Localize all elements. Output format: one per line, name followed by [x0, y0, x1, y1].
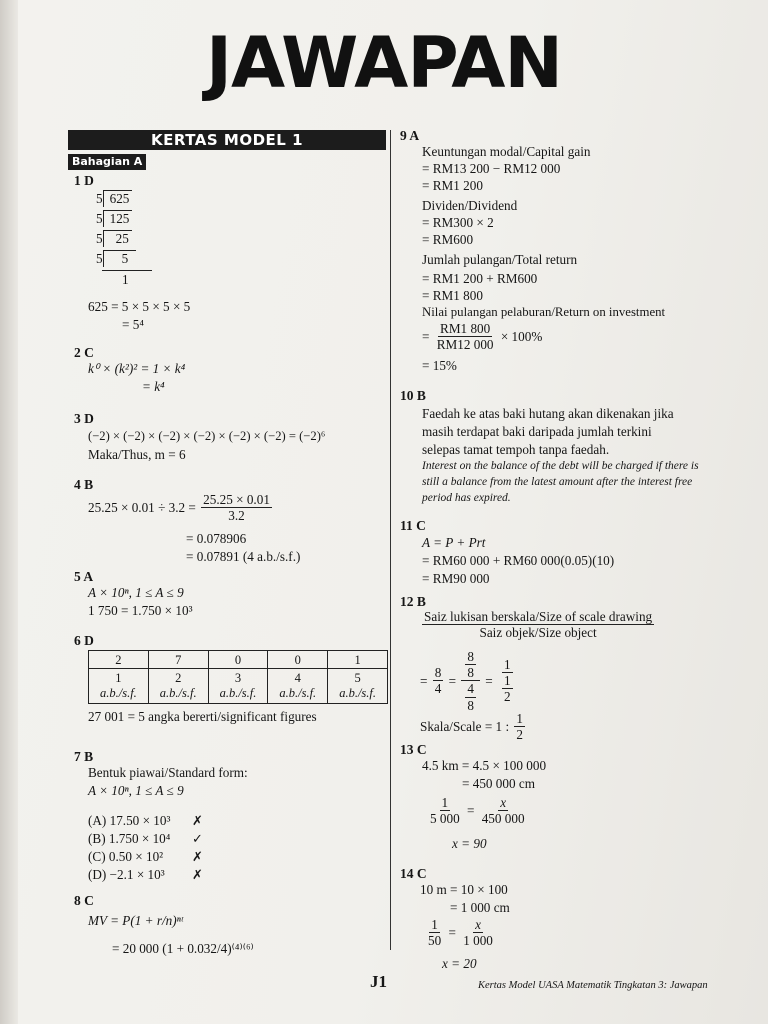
- position-number: 5: [354, 670, 361, 685]
- dividend: 125: [103, 210, 133, 227]
- question-number: 11 C: [400, 518, 426, 533]
- fraction: $\frac{1}{2}$: [516, 711, 523, 743]
- fraction-tail: × 100%: [500, 329, 543, 345]
- position-cell: [208, 669, 268, 704]
- equation-line: A = P + Prt: [422, 535, 486, 550]
- divisor: 5: [96, 231, 103, 247]
- equation-line: = RM90 000: [422, 571, 490, 586]
- equation-line: A × 10ⁿ, 1 ≤ A ≤ 9: [88, 585, 184, 601]
- dividend: 25: [103, 230, 132, 247]
- text-line: Jumlah pulangan/Total return: [422, 252, 578, 267]
- proportion: $\frac{1}{50}$ = $\frac{x}{1 000}$: [428, 917, 493, 949]
- equation-line: = RM60 000 + RM60 000(0.05)(10): [422, 553, 615, 568]
- fraction-numerator: 1: [441, 795, 449, 810]
- position-cell: [89, 669, 149, 704]
- question-9: [400, 127, 690, 379]
- repeated-division: [96, 190, 152, 289]
- equation-line: 4.5 km = 4.5 × 100 000: [422, 758, 547, 773]
- fraction: [435, 321, 496, 352]
- section-tag: Bahagian A: [68, 154, 146, 170]
- fraction: [480, 795, 527, 826]
- cross-icon: ✗: [192, 813, 204, 829]
- cross-icon: ✗: [192, 867, 204, 883]
- position-number: 2: [175, 670, 182, 685]
- fraction-numerator: RM1 800: [440, 321, 491, 336]
- question-number: 6 D: [74, 633, 94, 649]
- text-line: Bentuk piawai/Standard form:: [88, 765, 248, 781]
- option-label: (D) −2.1 × 10³: [88, 867, 165, 883]
- equation-line: = RM600: [422, 232, 474, 247]
- fraction-denominator: Saiz objek/Size object: [479, 625, 597, 641]
- right-column: [400, 127, 699, 975]
- scale-label: Skala/Scale = 1 :: [420, 719, 510, 735]
- equation-line: = 450 000 cm: [462, 776, 536, 791]
- question-number: 14 C: [400, 866, 427, 881]
- question-number: 4 B: [74, 477, 94, 493]
- question-number: 1 D: [74, 173, 94, 189]
- dividend: 5: [103, 250, 137, 267]
- page-gutter-shadow: [0, 0, 18, 1024]
- scale-ratio-fraction: [420, 609, 656, 640]
- equation-line: = 0.078906: [186, 531, 247, 547]
- paper-banner: KERTAS MODEL 1: [68, 130, 386, 150]
- position-label: a.b./s.f.: [339, 686, 376, 701]
- fraction-numerator: Saiz lukisan berskala/Size of scale drawing: [424, 609, 653, 624]
- position-number: 4: [294, 670, 301, 685]
- question-number: 13 C: [400, 742, 427, 757]
- question-number: 9 A: [400, 128, 420, 143]
- fraction: $\frac{8}{4}$: [434, 665, 442, 697]
- equation-line: Maka/Thus, m = 6: [88, 447, 186, 463]
- digit-cell: 2: [89, 651, 149, 669]
- text-line: masih terdapat baki daripada jumlah terkini: [422, 424, 652, 439]
- expression-lhs: 25.25 × 0.01 ÷ 3.2 =: [88, 500, 196, 516]
- equation-line: (−2) × (−2) × (−2) × (−2) × (−2) × (−2) = (−2)⁶: [88, 429, 326, 444]
- proportion: $\frac{1}{5 000}$ = $\frac{x}{450 000}$: [430, 795, 525, 827]
- footer-caption: Kertas Model UASA Matematik Tingkatan 3: Jawapan: [478, 980, 708, 991]
- equation-line: 1 750 = 1.750 × 10³: [88, 603, 193, 619]
- page-number: J1: [370, 972, 387, 991]
- dividend: 625: [103, 190, 133, 207]
- text-line: [422, 143, 590, 160]
- question-3: [68, 410, 388, 476]
- text-line: Faedah ke atas baki hutang akan dikenakan jika: [422, 406, 674, 421]
- question-5: [68, 568, 388, 632]
- question-number: 12 B: [400, 594, 426, 609]
- compound-fraction: $\frac{\frac{8}{8}}{\frac{4}{8}}$: [461, 649, 480, 713]
- text-line: Nilai pulangan pelaburan/Return on investment: [422, 305, 666, 319]
- equation-line: = RM1 800: [422, 288, 483, 303]
- fraction-expression: = $\frac{RM1 800}{RM12 000}$ × 100%: [422, 321, 543, 353]
- scale-result: [420, 711, 527, 742]
- question-1: [68, 170, 388, 333]
- equation-line: = 5⁴: [122, 317, 144, 333]
- fraction-numerator: 25.25 × 0.01: [203, 492, 270, 508]
- question-11: [400, 517, 690, 593]
- text-line: Interest on the balance of the debt will be charged if there is: [422, 460, 699, 472]
- option-label: (B) 1.750 × 10⁴: [88, 831, 171, 847]
- position-row: [89, 669, 388, 704]
- question-12: [400, 593, 690, 743]
- equation-line: = RM1 200: [422, 178, 483, 193]
- question-number: 2 C: [74, 345, 94, 361]
- question-number: 10 B: [400, 388, 426, 403]
- fraction-denominator: 5 000: [430, 811, 460, 827]
- equation-line: x = 90: [452, 836, 487, 851]
- division-result: 1: [102, 270, 152, 289]
- position-number: 1: [115, 670, 122, 685]
- check-icon: ✓: [192, 831, 204, 847]
- digit-cell: 0: [268, 651, 328, 669]
- question-14: [400, 865, 690, 975]
- equation-line: = k⁴: [142, 379, 165, 395]
- equation-line: = RM13 200 − RM12 000: [422, 161, 561, 176]
- text-line: selepas tamat tempoh tanpa faedah.: [422, 442, 610, 457]
- option-label: (C) 0.50 × 10²: [88, 849, 164, 865]
- question-number: 5 A: [74, 569, 94, 585]
- fraction: [201, 492, 272, 523]
- fraction-numerator: 1: [431, 917, 438, 932]
- fraction-numerator: x: [500, 795, 507, 810]
- question-number: 3 D: [74, 411, 94, 427]
- text-line: still a balance from the latest amount after the interest free: [422, 476, 693, 488]
- fraction-numerator: x: [475, 917, 481, 932]
- divisor: 5: [96, 251, 103, 267]
- equation-line: = RM300 × 2: [422, 215, 494, 230]
- equation-line: 27 001 = 5 angka bererti/significant figures: [88, 709, 317, 725]
- position-cell: [148, 669, 208, 704]
- equation-line: = 20 000 (1 + 0.032/4)⁽⁴⁾⁽⁶⁾: [112, 941, 254, 957]
- significant-figures-table: [88, 650, 388, 704]
- fraction: [422, 609, 654, 640]
- position-cell: [268, 669, 328, 704]
- equation-line: 10 m = 10 × 100: [420, 882, 508, 897]
- option-label: (A) 17.50 × 10³: [88, 813, 171, 829]
- position-label: a.b./s.f.: [99, 686, 137, 701]
- divisor: 5: [96, 191, 103, 207]
- equation-line: = 15%: [422, 358, 457, 373]
- digit-row: [89, 651, 388, 669]
- question-13: [400, 741, 690, 859]
- simplification: = $\frac{8}{4}$ = $\frac{\frac{8}{8}}{\frac{4}{8}}$ = $\frac{1}{\frac{1}{2}}$: [420, 649, 519, 713]
- fraction-denominator: 50: [428, 933, 442, 949]
- question-8: [68, 892, 388, 972]
- text-line: period has expired.: [422, 492, 511, 504]
- fraction-denominator: 1 000: [463, 933, 493, 949]
- question-number: 8 C: [74, 893, 94, 909]
- equation-line: = 1 000 cm: [450, 900, 510, 915]
- fraction: [428, 795, 462, 826]
- digit-cell: 0: [208, 651, 268, 669]
- question-number: 7 B: [74, 749, 94, 765]
- cross-icon: ✗: [192, 849, 204, 865]
- label-text: Keuntungan modal/Capital gain: [422, 144, 591, 159]
- equation-line: A × 10ⁿ, 1 ≤ A ≤ 9: [88, 783, 184, 799]
- position-label: a.b./s.f.: [219, 686, 257, 701]
- fraction-denominator: 3.2: [228, 508, 245, 524]
- question-4: [68, 476, 388, 568]
- fraction-denominator: RM12 000: [436, 337, 494, 353]
- digit-cell: 7: [148, 651, 208, 669]
- page-title: JAWAPAN: [206, 22, 562, 104]
- fraction: [426, 917, 443, 948]
- text-line: Dividen/Dividend: [422, 198, 518, 213]
- fraction: [461, 917, 495, 948]
- option-list: [88, 812, 203, 884]
- question-2: [68, 344, 388, 410]
- question-7: [68, 748, 388, 892]
- position-label: a.b./s.f.: [279, 686, 317, 701]
- equation-line: = 0.07891 (4 a.b./s.f.): [186, 549, 301, 565]
- left-column: [68, 130, 388, 972]
- fraction-denominator: 450 000: [481, 811, 525, 827]
- question-10: [400, 387, 699, 517]
- equation-line: MV = P(1 + r/n)ⁿᵗ: [88, 913, 183, 929]
- digit-cell: 1: [328, 651, 388, 669]
- equation-line: = RM1 200 + RM600: [422, 271, 538, 286]
- position-label: a.b./s.f.: [159, 686, 197, 701]
- divisor: 5: [96, 211, 103, 227]
- question-6: [68, 632, 388, 748]
- position-number: 3: [234, 670, 242, 685]
- column-divider: [390, 130, 391, 950]
- division-expression: [88, 492, 274, 523]
- equation-line: x = 20: [442, 956, 477, 971]
- equation-line: k⁰ × (k²)² = 1 × k⁴: [88, 361, 186, 377]
- fraction: $\frac{1}{\frac{1}{2}}$: [503, 657, 511, 705]
- position-cell: [328, 669, 388, 704]
- equation-line: 625 = 5 × 5 × 5 × 5: [88, 299, 191, 315]
